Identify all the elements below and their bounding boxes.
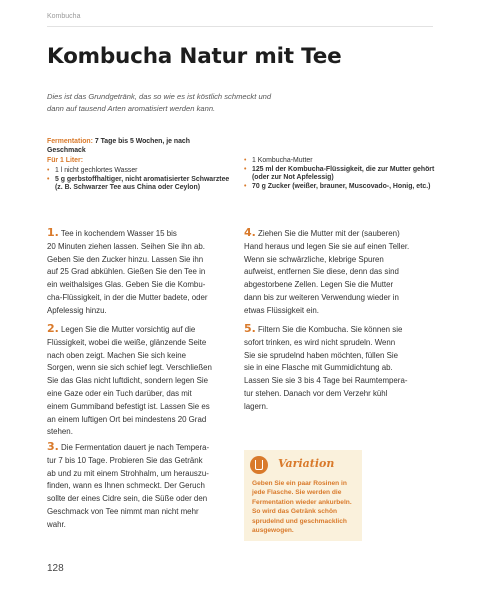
cup-icon [250, 456, 268, 474]
step-number: 5. [244, 322, 256, 335]
step-4: 4. Ziehen Sie die Mutter mit der (sauberen) Hand heraus und legen Sie sie auf einen Teller. Wenn sie schwärzliche, klebrige Spuren aufweist, entfernen Sie diese, denn das sind abgestorbene Zellen. Legen Sie die Mutter dann bis zur weiteren Verwendung wieder in etwas Flüssigkeit ein. [244, 226, 410, 315]
ingredients-right [244, 157, 439, 191]
variation-title: Variation [278, 457, 335, 470]
intro-line: Dies ist das Grundgetränk, das so wie es ist köstlich schmeckt und [47, 92, 272, 101]
ingredients-left [47, 167, 232, 193]
intro-text [47, 91, 347, 114]
running-header: Kombucha [47, 13, 81, 20]
ingredient-item: • 125 ml der Kombucha-Flüssigkeit, die zur Mutter gehört (oder zur Not Apfelessig) [244, 165, 435, 181]
ingredient-item: • 1 l nicht gechlortes Wasser [47, 167, 138, 174]
step-3: 3. Die Fermentation dauert je nach Tempera- tur 7 bis 10 Tage. Probieren Sie das Getränk ab und zu mit einem Strohhalm, um herauszu- finden, wann es Ihnen schmeckt. Der Geruch sollte der eines Cidre sein, die Süße oder den Geschmack von Tee nimmt man nicht mehr wahr. [47, 440, 210, 529]
fermentation-label: Fermentation: [47, 138, 93, 145]
ingredient-item: • 5 g gerbstoffhaltiger, nicht aromatisierter Schwarztee (z. B. Schwarzer Tee aus China oder Ceylon) [47, 175, 230, 191]
step-number: 3. [47, 440, 59, 453]
step-number: 1. [47, 226, 59, 239]
fermentation-info [47, 137, 237, 165]
variation-text: Geben Sie ein paar Rosinen in jede Flasche. Sie werden die Fermentation wieder ankurbeln. So wird das Getränk schön sprudelnd und geschmacklich ausgewogen. [252, 480, 352, 535]
ingredient-item: • 1 Kombucha-Mutter [244, 157, 313, 164]
page-title: Kombucha Natur mit Tee [47, 44, 342, 69]
fermentation-value-cont: Geschmack [47, 147, 86, 155]
page-number: 128 [47, 563, 64, 574]
header-divider [47, 26, 433, 27]
step-5: 5. Filtern Sie die Kombucha. Sie können sie sofort trinken, es wird nicht sprudeln. Wenn Sie sie sprudelnd haben möchten, füllen Sie sie in eine Flasche mit Gummidichtung ab. Lassen Sie sie 3 bis 4 Tage bei Raumtempera- tur stehen. Danach vor dem Verzehr kühl lagern. [244, 322, 408, 411]
variation-box [244, 450, 362, 541]
step-number: 4. [244, 226, 256, 239]
step-2: 2. Legen Sie die Mutter vorsichtig auf die Flüssigkeit, wobei die weiße, glänzende Seite nach oben zeigt. Machen Sie sich keine Sorgen, wenn sie sich schief legt. Verschließen Sie das Glas nicht luftdicht, sondern legen Sie eine Gaze oder ein Tuch darüber, das mit einem Gummiband befestigt ist. Lassen Sie es an einem luftigen Ort bei mindestens 20 Grad stehen. [47, 322, 212, 437]
intro-line: dann auf tausend Arten aromatisiert werden kann. [47, 103, 216, 113]
step-1: 1. Tee in kochendem Wasser 15 bis 20 Minuten ziehen lassen. Seihen Sie ihn ab. Geben Sie den Zucker hinzu. Lassen Sie ihn auf 25 Grad abkühlen. Gießen Sie den Tee in ein weithalsiges Glas. Geben Sie die Kombu- cha-Flüssigkeit, in der die Mutter badete, oder Apfelessig hinzu. [47, 226, 208, 315]
fermentation-value: 7 Tage bis 5 Wochen, je nach [92, 138, 190, 145]
quantity-heading: Für 1 Liter: [47, 156, 83, 164]
ingredient-item: • 70 g Zucker (weißer, brauner, Muscovado-, Honig, etc.) [244, 182, 431, 190]
step-number: 2. [47, 322, 59, 335]
